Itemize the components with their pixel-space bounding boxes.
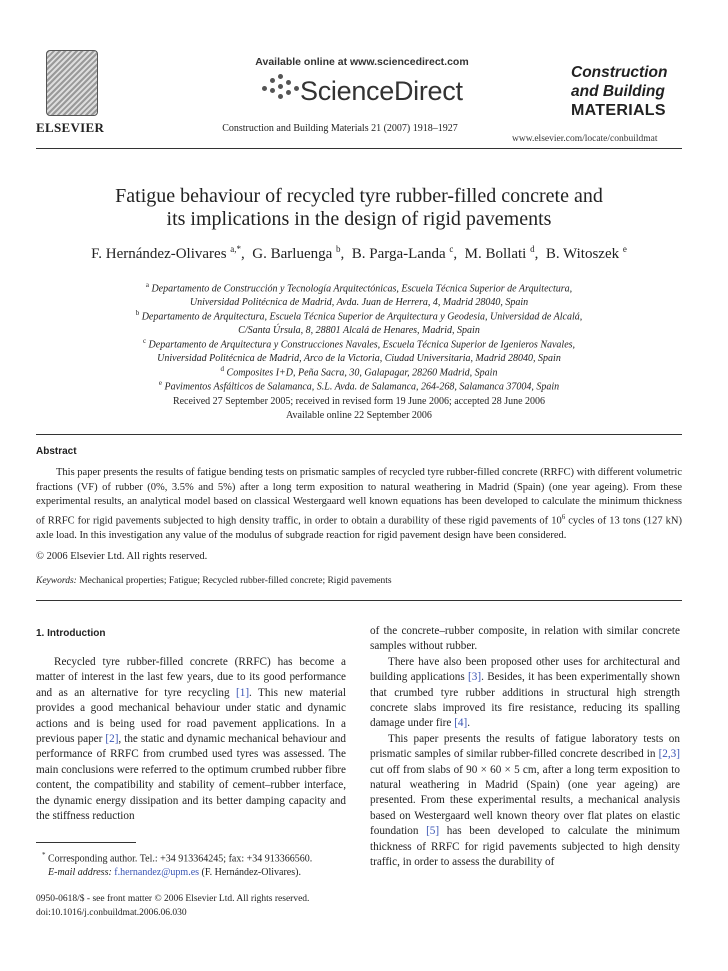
author-name: B. Parga-Landa: [351, 246, 446, 262]
email-owner: (F. Hernández-Olivares).: [201, 867, 301, 879]
text-run: has been developed to calculate the minimum thickness of RRFC for rigid pavements subjected to high density traffic, in order to assess the durability of: [370, 825, 680, 869]
abstract-top-divider: [36, 434, 682, 435]
bottom-note: [36, 893, 376, 920]
abstract-copyright: © 2006 Elsevier Ltd. All rights reserved.: [36, 551, 208, 562]
aff-sup: a: [145, 281, 149, 289]
journal-reference: Construction and Building Materials 21 (2007) 1918–1927: [222, 123, 458, 134]
footnote-marker: *: [42, 851, 46, 859]
paragraph: [36, 655, 346, 824]
author-sup: d: [530, 244, 535, 254]
article-title: [36, 185, 682, 231]
aff-line: Departamento de Arquitectura y Construcciones Navales, Escuela Técnica Superior de Igenieros Navales,: [148, 339, 576, 351]
text-run: .: [467, 717, 471, 730]
aff-line: Departamento de Arquitectura, Escuela Técnica Superior de Arquitectura y Geodesia, Universidad de Alcalá,: [141, 311, 583, 323]
right-column: [370, 624, 680, 871]
title-line-2: its implications in the design of rigid pavements: [166, 208, 552, 230]
publisher-name: ELSEVIER: [36, 120, 105, 135]
available-online-text: Available online at www.sciencedirect.com: [255, 56, 469, 68]
received-dates: Received 27 September 2005; received in revised form 19 June 2006; accepted 28 June 2006: [172, 396, 546, 407]
journal-logo-line1: Construction: [571, 64, 668, 81]
aff-sup: d: [220, 365, 225, 373]
keywords: [36, 576, 392, 586]
text-run: Recycled tyre rubber-filled concrete (RRFC) has become a matter of interest in the last few years, due to its good performance and as an alternative for tyre recycling: [36, 656, 346, 699]
author-sup: a,*: [230, 244, 242, 254]
header-divider: [36, 148, 682, 149]
paragraph: [370, 655, 680, 732]
left-column: [36, 655, 346, 824]
text-run: . Besides, it has been experimentally shown that crumbed tyre rubber additions in structural high strength concrete slabs improved its fire resistance, reducing its spalling damage under fire: [370, 671, 680, 730]
available-online-date: Available online 22 September 2006: [286, 410, 432, 421]
aff-line: Composites I+D, Peña Sacra, 30, Galapagar, 28260 Madrid, Spain: [226, 367, 498, 379]
aff-sup: c: [142, 337, 147, 345]
paragraph: [370, 732, 680, 871]
aff-line: C/Santa Úrsula, 8, 28801 Alcalá de Henares, Madrid, Spain: [238, 325, 480, 337]
aff-line: Universidad Politécnica de Madrid, Avda. Juan de Herrera, 4, Madrid 28040, Spain: [189, 297, 529, 309]
sciencedirect-dots-icon: [260, 74, 304, 108]
abstract-bottom-divider: [36, 600, 682, 601]
abstract-text: [36, 466, 682, 543]
author-name: B. Witoszek: [545, 246, 620, 262]
sciencedirect-wordmark: ScienceDirect: [300, 76, 463, 106]
section-heading: 1. Introduction: [36, 628, 106, 639]
keywords-label: Keywords:: [36, 576, 77, 586]
elsevier-tree-icon: [46, 50, 98, 116]
abstract-superscript: 6: [561, 512, 566, 521]
citation-link[interactable]: [2]: [105, 733, 119, 746]
issn-line: 0950-0618/$ - see front matter © 2006 Elsevier Ltd. All rights reserved.: [36, 894, 310, 904]
text-run: . This new material provides a good mechanical behaviour under static and dynamic actions and is being used for road pavement applications. In a previous paper: [36, 686, 346, 746]
aff-line: Pavimentos Asfálticos de Salamanca, S.L. Avda. de Salamanca, 264-268, Salamanca 37004, Spain: [164, 381, 560, 393]
aff-sup: e: [158, 379, 162, 387]
title-line-1: Fatigue behaviour of recycled tyre rubber-filled concrete and: [115, 185, 603, 207]
doi-line[interactable]: doi:10.1016/j.conbuildmat.2006.06.030: [36, 907, 187, 918]
text-run: , the static and dynamic mechanical behaviour and performance of RRFC from crumbed used tyres was assessed. The main conclusions were referred to the optimum crumbed rubber fibre content, the compatibility and stability of cement–rubber interface, the dynamic energy dissipation and its better damping capacity and the stiffness reduction: [36, 733, 346, 823]
email-label: E-mail address:: [48, 867, 112, 879]
abstract-text-part1: This paper presents the results of fatigue bending tests on prismatic samples of recycled tyre rubber-filled concrete (RRFC) with different volumetric fractions (VF) of rubber (0%, 3.5% and 5%) after a long term exposition to natural weathering in Madrid (Spain) (one year ageing). From these experimental results, an analytical model based on classical Westergaard well known equations has been developed to calculate the minimum thickness of RRFC for rigid pavements subjected to high density traffic, in order to obtain a durability of these rigid pavements of 10: [36, 467, 682, 526]
text-run: This paper presents the results of fatigue laboratory tests on prismatic samples of similar rubber-filled concrete described in: [370, 732, 680, 761]
author-name: M. Bollati: [464, 246, 527, 262]
elsevier-logo: [36, 50, 106, 136]
citation-link[interactable]: [4]: [454, 717, 468, 730]
author-sup: b: [336, 244, 341, 254]
author-list: F. Hernández-Olivares $^{a,*}$, G. Barluenga $^b$, B. Parga-Landa $^c$, M. Bollati $^d$, B. Witoszek $^e$: [91, 244, 627, 262]
journal-logo: [571, 63, 681, 120]
citation-link[interactable]: [1]: [236, 686, 250, 699]
text-run: There have also been proposed other uses for architectural and building applications: [370, 655, 680, 684]
author-name: G. Barluenga: [252, 246, 333, 262]
author-sup: e: [622, 244, 627, 254]
email-link[interactable]: f.hernandez@upm.es: [114, 867, 200, 879]
aff-line: Departamento de Construcción y Tecnología Arquitectónicas, Escuela Técnica Superior de Arquitectura,: [151, 283, 573, 295]
author-name: F. Hernández-Olivares: [91, 246, 227, 262]
citation-link[interactable]: [3]: [468, 671, 482, 684]
journal-logo-line3: MATERIALS: [571, 102, 666, 119]
keywords-list: Mechanical properties; Fatigue; Recycled rubber-filled concrete; Rigid pavements: [79, 576, 392, 586]
journal-logo-line2: and Building: [571, 83, 665, 100]
aff-line: Universidad Politécnica de Madrid, Arco de la Victoria, Ciudad Universitaria, Madrid 28040, Spain: [157, 353, 561, 365]
journal-url[interactable]: www.elsevier.com/locate/conbuildmat: [512, 134, 658, 144]
affiliation-e: [36, 376, 682, 394]
author-sup: c: [449, 244, 454, 254]
text-run: cut off from slabs of 90 × 60 × 5 cm, after a long term exposition to natural weathering in Madrid (Spain) (one year ageing) are presented. From these experimental results, a mechanical analysis based on Westergaard well known theory over flat plates on elastic foundation: [370, 763, 680, 838]
footnote: [36, 848, 356, 880]
citation-link[interactable]: [5]: [426, 825, 440, 838]
abstract-heading: Abstract: [36, 446, 77, 457]
abstract-text-part2: cycles of 13 tons (127 kN) axle load. In this investigation any value of the modulus of subgrade reaction for rigid pavement design have been considered.: [36, 515, 682, 541]
footnote-divider: [36, 842, 136, 843]
aff-sup: b: [135, 309, 140, 317]
paragraph: of the concrete–rubber composite, in relation with similar concrete samples without rubber.: [370, 625, 680, 653]
citation-link[interactable]: [2,3]: [658, 748, 680, 761]
corresponding-author: Corresponding author. Tel.: +34 913364245; fax: +34 913366560.: [48, 853, 313, 865]
